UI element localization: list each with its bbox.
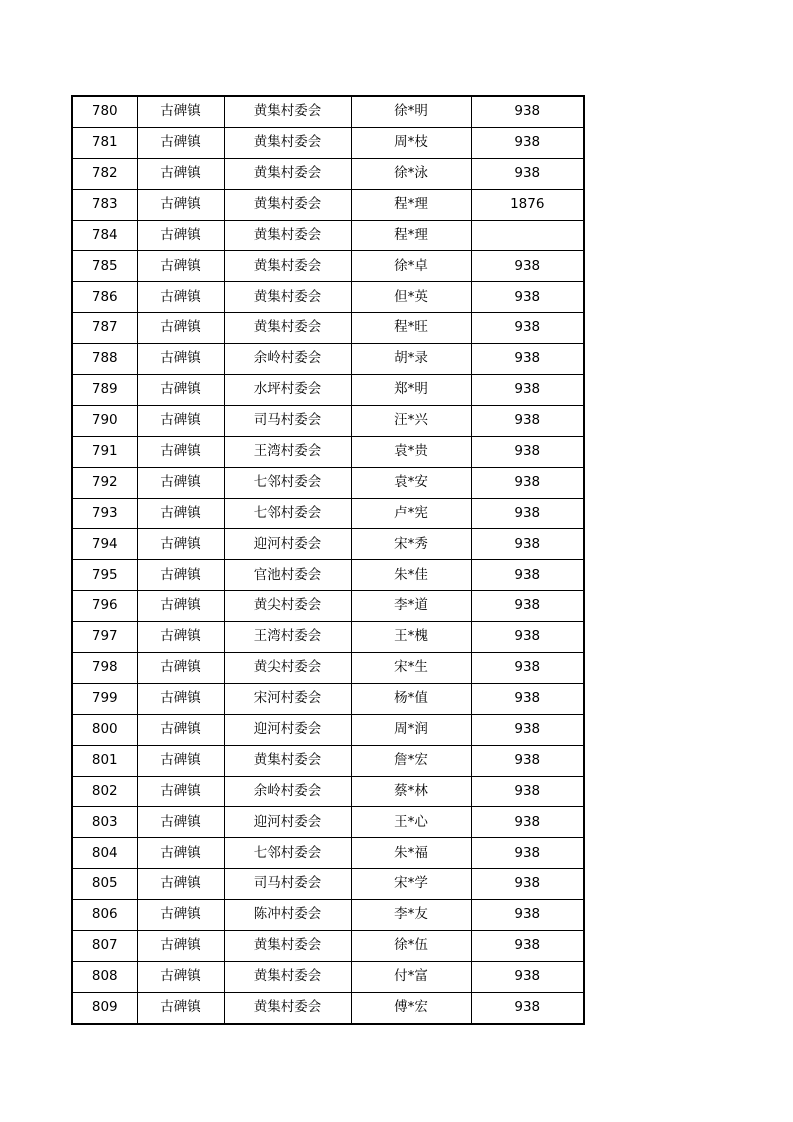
cell-serial-number: 805 xyxy=(72,869,137,900)
cell-amount: 938 xyxy=(471,900,584,931)
cell-town: 古碑镇 xyxy=(137,158,224,189)
table-row xyxy=(72,498,584,529)
cell-village-committee: 黄集村委会 xyxy=(224,158,351,189)
cell-amount: 938 xyxy=(471,961,584,992)
cell-serial-number: 785 xyxy=(72,251,137,282)
cell-village-committee: 宋河村委会 xyxy=(224,683,351,714)
cell-serial-number: 793 xyxy=(72,498,137,529)
cell-amount: 938 xyxy=(471,436,584,467)
cell-serial-number: 782 xyxy=(72,158,137,189)
cell-person-name: 詹*宏 xyxy=(351,745,471,776)
table-row xyxy=(72,158,584,189)
cell-amount: 938 xyxy=(471,992,584,1023)
cell-amount: 938 xyxy=(471,807,584,838)
table-row xyxy=(72,622,584,653)
cell-village-committee: 迎河村委会 xyxy=(224,529,351,560)
cell-village-committee: 司马村委会 xyxy=(224,405,351,436)
cell-person-name: 程*理 xyxy=(351,189,471,220)
cell-person-name: 程*理 xyxy=(351,220,471,251)
cell-person-name: 徐*泳 xyxy=(351,158,471,189)
table-row xyxy=(72,900,584,931)
cell-village-committee: 黄集村委会 xyxy=(224,251,351,282)
cell-village-committee: 王湾村委会 xyxy=(224,436,351,467)
table-row xyxy=(72,529,584,560)
cell-serial-number: 802 xyxy=(72,776,137,807)
cell-serial-number: 788 xyxy=(72,344,137,375)
cell-person-name: 胡*录 xyxy=(351,344,471,375)
table-row xyxy=(72,436,584,467)
cell-person-name: 杨*值 xyxy=(351,683,471,714)
table-row xyxy=(72,992,584,1023)
cell-amount: 938 xyxy=(471,313,584,344)
cell-town: 古碑镇 xyxy=(137,992,224,1023)
cell-amount: 938 xyxy=(471,869,584,900)
cell-amount xyxy=(471,220,584,251)
cell-serial-number: 800 xyxy=(72,714,137,745)
cell-serial-number: 791 xyxy=(72,436,137,467)
cell-town: 古碑镇 xyxy=(137,251,224,282)
cell-serial-number: 780 xyxy=(72,96,137,127)
cell-serial-number: 796 xyxy=(72,591,137,622)
cell-serial-number: 799 xyxy=(72,683,137,714)
cell-village-committee: 黄集村委会 xyxy=(224,189,351,220)
table-row xyxy=(72,683,584,714)
table-row xyxy=(72,931,584,962)
cell-amount: 938 xyxy=(471,344,584,375)
cell-town: 古碑镇 xyxy=(137,436,224,467)
table-row xyxy=(72,653,584,684)
table-row xyxy=(72,313,584,344)
cell-town: 古碑镇 xyxy=(137,961,224,992)
cell-amount: 938 xyxy=(471,838,584,869)
cell-amount: 938 xyxy=(471,529,584,560)
cell-village-committee: 司马村委会 xyxy=(224,869,351,900)
cell-person-name: 宋*生 xyxy=(351,653,471,684)
cell-person-name: 傅*宏 xyxy=(351,992,471,1023)
table-row xyxy=(72,344,584,375)
cell-town: 古碑镇 xyxy=(137,931,224,962)
cell-town: 古碑镇 xyxy=(137,838,224,869)
cell-amount: 938 xyxy=(471,498,584,529)
cell-village-committee: 黄集村委会 xyxy=(224,961,351,992)
cell-town: 古碑镇 xyxy=(137,653,224,684)
cell-person-name: 卢*宪 xyxy=(351,498,471,529)
cell-town: 古碑镇 xyxy=(137,622,224,653)
cell-serial-number: 790 xyxy=(72,405,137,436)
cell-village-committee: 黄集村委会 xyxy=(224,313,351,344)
cell-town: 古碑镇 xyxy=(137,807,224,838)
cell-serial-number: 803 xyxy=(72,807,137,838)
table-row xyxy=(72,467,584,498)
table-row xyxy=(72,220,584,251)
cell-amount: 938 xyxy=(471,375,584,406)
cell-serial-number: 798 xyxy=(72,653,137,684)
cell-serial-number: 807 xyxy=(72,931,137,962)
cell-village-committee: 黄集村委会 xyxy=(224,745,351,776)
cell-amount: 1876 xyxy=(471,189,584,220)
cell-person-name: 袁*安 xyxy=(351,467,471,498)
cell-serial-number: 786 xyxy=(72,282,137,313)
table-row xyxy=(72,591,584,622)
cell-village-committee: 陈冲村委会 xyxy=(224,900,351,931)
cell-town: 古碑镇 xyxy=(137,745,224,776)
cell-person-name: 付*富 xyxy=(351,961,471,992)
table-row xyxy=(72,807,584,838)
cell-village-committee: 官池村委会 xyxy=(224,560,351,591)
cell-village-committee: 七邻村委会 xyxy=(224,498,351,529)
cell-town: 古碑镇 xyxy=(137,313,224,344)
cell-village-committee: 黄尖村委会 xyxy=(224,653,351,684)
cell-amount: 938 xyxy=(471,251,584,282)
cell-town: 古碑镇 xyxy=(137,498,224,529)
table-row xyxy=(72,714,584,745)
cell-town: 古碑镇 xyxy=(137,714,224,745)
cell-amount: 938 xyxy=(471,931,584,962)
cell-person-name: 李*友 xyxy=(351,900,471,931)
cell-village-committee: 黄集村委会 xyxy=(224,96,351,127)
cell-serial-number: 804 xyxy=(72,838,137,869)
cell-serial-number: 795 xyxy=(72,560,137,591)
cell-amount: 938 xyxy=(471,282,584,313)
cell-person-name: 宋*学 xyxy=(351,869,471,900)
cell-amount: 938 xyxy=(471,714,584,745)
cell-person-name: 徐*伍 xyxy=(351,931,471,962)
cell-town: 古碑镇 xyxy=(137,869,224,900)
cell-person-name: 王*槐 xyxy=(351,622,471,653)
cell-serial-number: 783 xyxy=(72,189,137,220)
cell-amount: 938 xyxy=(471,467,584,498)
cell-village-committee: 黄尖村委会 xyxy=(224,591,351,622)
cell-town: 古碑镇 xyxy=(137,375,224,406)
cell-village-committee: 黄集村委会 xyxy=(224,127,351,158)
cell-village-committee: 黄集村委会 xyxy=(224,931,351,962)
cell-village-committee: 七邻村委会 xyxy=(224,467,351,498)
cell-amount: 938 xyxy=(471,776,584,807)
cell-person-name: 周*枝 xyxy=(351,127,471,158)
cell-amount: 938 xyxy=(471,96,584,127)
cell-amount: 938 xyxy=(471,158,584,189)
cell-town: 古碑镇 xyxy=(137,96,224,127)
table-row xyxy=(72,405,584,436)
cell-amount: 938 xyxy=(471,653,584,684)
table-row xyxy=(72,869,584,900)
cell-amount: 938 xyxy=(471,683,584,714)
table-row xyxy=(72,251,584,282)
cell-village-committee: 黄集村委会 xyxy=(224,992,351,1023)
cell-town: 古碑镇 xyxy=(137,189,224,220)
cell-person-name: 郑*明 xyxy=(351,375,471,406)
cell-amount: 938 xyxy=(471,622,584,653)
cell-serial-number: 784 xyxy=(72,220,137,251)
table-row xyxy=(72,838,584,869)
cell-town: 古碑镇 xyxy=(137,405,224,436)
cell-town: 古碑镇 xyxy=(137,900,224,931)
cell-town: 古碑镇 xyxy=(137,467,224,498)
cell-person-name: 但*英 xyxy=(351,282,471,313)
table-row xyxy=(72,560,584,591)
cell-village-committee: 黄集村委会 xyxy=(224,220,351,251)
cell-serial-number: 801 xyxy=(72,745,137,776)
cell-village-committee: 迎河村委会 xyxy=(224,714,351,745)
cell-town: 古碑镇 xyxy=(137,529,224,560)
cell-village-committee: 七邻村委会 xyxy=(224,838,351,869)
cell-person-name: 程*旺 xyxy=(351,313,471,344)
cell-person-name: 宋*秀 xyxy=(351,529,471,560)
cell-amount: 938 xyxy=(471,591,584,622)
cell-amount: 938 xyxy=(471,745,584,776)
table-row xyxy=(72,776,584,807)
cell-town: 古碑镇 xyxy=(137,127,224,158)
cell-serial-number: 808 xyxy=(72,961,137,992)
cell-village-committee: 水坪村委会 xyxy=(224,375,351,406)
table-row xyxy=(72,189,584,220)
cell-town: 古碑镇 xyxy=(137,591,224,622)
cell-serial-number: 789 xyxy=(72,375,137,406)
data-table xyxy=(71,95,585,1025)
cell-person-name: 蔡*林 xyxy=(351,776,471,807)
table-row xyxy=(72,282,584,313)
table-row xyxy=(72,375,584,406)
cell-village-committee: 王湾村委会 xyxy=(224,622,351,653)
cell-village-committee: 迎河村委会 xyxy=(224,807,351,838)
cell-amount: 938 xyxy=(471,127,584,158)
cell-serial-number: 787 xyxy=(72,313,137,344)
table-row xyxy=(72,96,584,127)
table-body xyxy=(72,96,584,1024)
cell-person-name: 徐*明 xyxy=(351,96,471,127)
cell-person-name: 袁*贵 xyxy=(351,436,471,467)
cell-village-committee: 黄集村委会 xyxy=(224,282,351,313)
cell-serial-number: 809 xyxy=(72,992,137,1023)
cell-person-name: 李*道 xyxy=(351,591,471,622)
cell-serial-number: 794 xyxy=(72,529,137,560)
cell-serial-number: 781 xyxy=(72,127,137,158)
cell-serial-number: 806 xyxy=(72,900,137,931)
cell-town: 古碑镇 xyxy=(137,776,224,807)
table-row xyxy=(72,961,584,992)
cell-town: 古碑镇 xyxy=(137,560,224,591)
cell-person-name: 朱*福 xyxy=(351,838,471,869)
cell-person-name: 周*润 xyxy=(351,714,471,745)
cell-town: 古碑镇 xyxy=(137,344,224,375)
cell-amount: 938 xyxy=(471,405,584,436)
cell-person-name: 徐*卓 xyxy=(351,251,471,282)
cell-village-committee: 余岭村委会 xyxy=(224,344,351,375)
cell-person-name: 汪*兴 xyxy=(351,405,471,436)
table-row xyxy=(72,127,584,158)
cell-town: 古碑镇 xyxy=(137,220,224,251)
cell-person-name: 王*心 xyxy=(351,807,471,838)
cell-serial-number: 792 xyxy=(72,467,137,498)
cell-village-committee: 余岭村委会 xyxy=(224,776,351,807)
cell-town: 古碑镇 xyxy=(137,683,224,714)
cell-person-name: 朱*佳 xyxy=(351,560,471,591)
cell-town: 古碑镇 xyxy=(137,282,224,313)
cell-amount: 938 xyxy=(471,560,584,591)
cell-serial-number: 797 xyxy=(72,622,137,653)
table-row xyxy=(72,745,584,776)
